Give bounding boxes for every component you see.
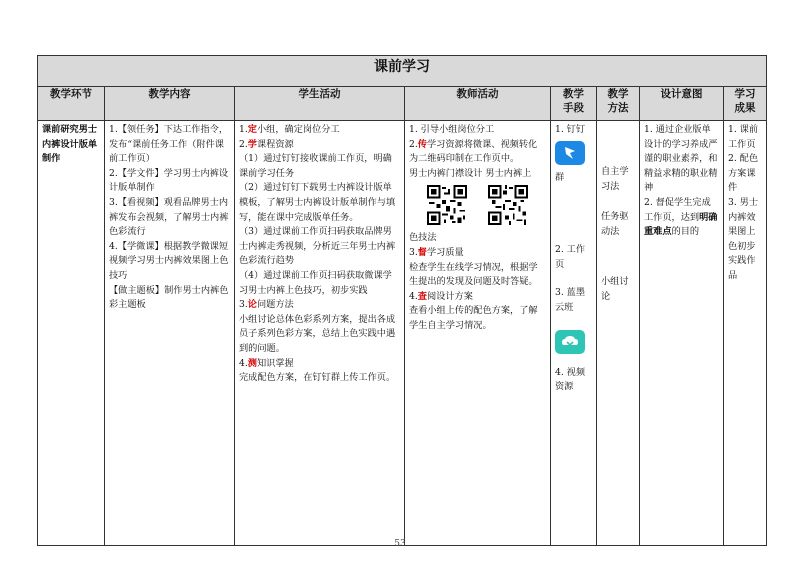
page-number: 53	[394, 539, 406, 549]
method-task-driven: 任务驱动法	[601, 211, 629, 237]
header-row	[38, 87, 767, 121]
student-step-2d: （4）通过课前工作页扫码获取微课学习男士内裤上色技巧，初步实践	[239, 269, 392, 296]
means-lanmo: 3. 蓝墨云班	[555, 287, 586, 313]
design-intent-2: 2. 督促学生完成工作页，达到明确重难点的目的	[644, 196, 718, 238]
lesson-plan-table	[37, 55, 767, 546]
means-dingtalk-cont: 群	[555, 171, 565, 183]
content-item: 3.【看视频】观看品牌男士内裤发布会视频，了解男士内裤色彩流行	[109, 196, 229, 238]
teacher-step-4: 4.查阅设计方案	[409, 290, 473, 302]
student-step-1: 1.定小组，确定岗位分工	[239, 124, 340, 135]
content-item: 【做主题板】制作男士内裤色彩主题板	[109, 284, 229, 311]
qr-caption-cont: 色技法	[409, 232, 437, 244]
student-step-3a: 小组讨论总体色彩系列方案，提出各成员子系列色彩方案，总结上色实践中遇到的问题。	[239, 313, 396, 354]
student-step-2: 2.学课程资源	[239, 138, 294, 150]
student-step-2c: （3）通过课前工作页扫码获取品牌男士内裤走秀视频，分析近三年男士内裤色彩流行趋势	[239, 226, 396, 267]
design-intent-1: 1. 通过企业版单设计的学习养成严谨的职业素养，和精益求精的职业精神	[644, 124, 718, 194]
teacher-step-4a: 查看小组上传的配色方案，了解学生自主学习情况。	[409, 305, 538, 331]
stage-text: 课前研究男士内裤设计版单制作	[42, 124, 98, 165]
means-workbook: 2. 工作页	[555, 244, 586, 270]
qr-code-icon[interactable]	[488, 185, 528, 225]
method-group-discussion: 小组讨论	[601, 276, 629, 302]
header-design: 设计意图	[640, 87, 724, 121]
outcome-item: 1. 课前工作页	[728, 124, 759, 150]
qr-code-icon[interactable]	[427, 185, 467, 225]
header-outcome: 学习成果	[724, 87, 767, 121]
student-step-2a: （1）通过钉钉接收课前工作页，明确课前学习任务	[239, 153, 392, 179]
section-title: 课前学习	[38, 56, 767, 87]
header-method: 教学方法	[597, 87, 640, 121]
teacher-step-1: 1. 引导小组岗位分工	[409, 124, 495, 135]
student-step-2b: （2）通过钉钉下载男士内裤设计版单模板，了解男士内裤设计版单制作与填写，能在课中完成版单任务。	[239, 182, 396, 223]
lanmo-cloud-class-icon[interactable]	[555, 330, 585, 354]
header-student: 学生活动	[235, 87, 405, 121]
header-stage: 教学环节	[38, 87, 105, 121]
content-item: 4.【学微课】根据教学微课短视频学习男士内裤效果图上色技巧	[109, 240, 229, 281]
pre-class-row	[38, 121, 767, 546]
means-video: 4. 视频资源	[555, 366, 586, 393]
header-teacher: 教师活动	[405, 87, 551, 121]
content-item: 2.【学文件】学习男士内裤设计版单制作	[109, 167, 229, 194]
teacher-step-2: 2.传学习资源将微课、视频转化为二维码印制在工作页中。	[409, 138, 538, 165]
student-step-4a: 完成配色方案，在钉钉群上传工作页。	[239, 372, 396, 384]
outcome-item: 3. 男士内裤效果图上色初步实践作品	[728, 196, 759, 281]
qr-caption: 男士内裤门襟设计 男士内裤上	[409, 167, 532, 179]
student-step-4: 4.测知识掌握	[239, 357, 294, 369]
student-step-3: 3.论问题方法	[239, 299, 294, 311]
dingtalk-app-icon[interactable]	[555, 141, 585, 165]
teacher-step-3a: 检查学生在线学习情况，根据学生提出的发现及问题及时答疑。	[409, 261, 538, 288]
outcome-item: 2. 配色方案课件	[728, 153, 759, 194]
content-item: 1.【领任务】下达工作指令，发布“课前任务工作（附件课前工作页）	[109, 124, 229, 165]
header-content: 教学内容	[105, 87, 235, 121]
means-dingtalk: 1. 钉钉	[555, 124, 586, 135]
header-means: 教学手段	[551, 87, 597, 121]
teacher-step-3: 3.督学习质量	[409, 246, 464, 258]
method-self-study: 自主学习法	[601, 166, 629, 192]
